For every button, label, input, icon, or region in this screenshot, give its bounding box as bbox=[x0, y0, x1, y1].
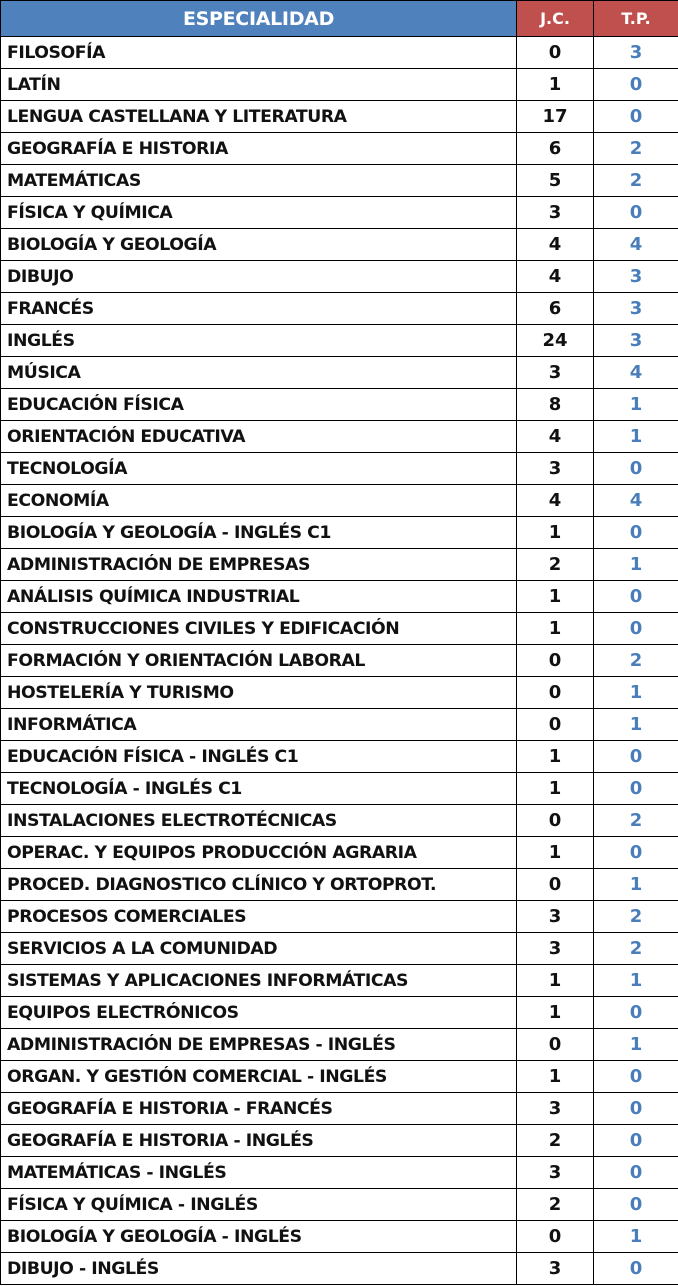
jc-value: 0 bbox=[517, 1029, 594, 1061]
table-row bbox=[1, 293, 678, 325]
table-row bbox=[1, 613, 678, 645]
tp-value: 2 bbox=[594, 805, 678, 837]
jc-value: 1 bbox=[517, 69, 594, 101]
table-row bbox=[1, 933, 678, 965]
tp-value: 0 bbox=[594, 1189, 678, 1221]
table-row bbox=[1, 1061, 678, 1093]
jc-value: 4 bbox=[517, 421, 594, 453]
specialty-name: MATEMÁTICAS bbox=[1, 165, 517, 197]
specialty-name: EDUCACIÓN FÍSICA bbox=[1, 389, 517, 421]
table-row bbox=[1, 677, 678, 709]
tp-value: 0 bbox=[594, 69, 678, 101]
specialty-name: LATÍN bbox=[1, 69, 517, 101]
jc-value: 3 bbox=[517, 453, 594, 485]
specialty-name: TECNOLOGÍA - INGLÉS C1 bbox=[1, 773, 517, 805]
tp-value: 0 bbox=[594, 517, 678, 549]
jc-value: 2 bbox=[517, 549, 594, 581]
table-row bbox=[1, 1093, 678, 1125]
table-row bbox=[1, 1157, 678, 1189]
tp-value: 0 bbox=[594, 197, 678, 229]
jc-value: 1 bbox=[517, 581, 594, 613]
tp-value: 3 bbox=[594, 37, 678, 69]
tp-value: 3 bbox=[594, 293, 678, 325]
specialty-name: BIOLOGÍA Y GEOLOGÍA bbox=[1, 229, 517, 261]
tp-value: 0 bbox=[594, 1157, 678, 1189]
tp-value: 3 bbox=[594, 261, 678, 293]
jc-value: 17 bbox=[517, 101, 594, 133]
table-row bbox=[1, 805, 678, 837]
tp-value: 4 bbox=[594, 229, 678, 261]
specialty-name: ADMINISTRACIÓN DE EMPRESAS bbox=[1, 549, 517, 581]
tp-value: 1 bbox=[594, 389, 678, 421]
table-row bbox=[1, 997, 678, 1029]
tp-value: 0 bbox=[594, 1093, 678, 1125]
tp-value: 1 bbox=[594, 869, 678, 901]
jc-value: 24 bbox=[517, 325, 594, 357]
jc-value: 2 bbox=[517, 1125, 594, 1157]
specialty-name: FÍSICA Y QUÍMICA bbox=[1, 197, 517, 229]
table-row bbox=[1, 1125, 678, 1157]
header-row bbox=[1, 1, 678, 37]
specialty-name: DIBUJO bbox=[1, 261, 517, 293]
jc-value: 0 bbox=[517, 869, 594, 901]
specialty-name: EQUIPOS ELECTRÓNICOS bbox=[1, 997, 517, 1029]
jc-value: 1 bbox=[517, 613, 594, 645]
jc-value: 0 bbox=[517, 37, 594, 69]
jc-value: 1 bbox=[517, 517, 594, 549]
tp-value: 0 bbox=[594, 1253, 678, 1285]
tp-value: 4 bbox=[594, 485, 678, 517]
specialty-name: GEOGRAFÍA E HISTORIA - FRANCÉS bbox=[1, 1093, 517, 1125]
tp-value: 0 bbox=[594, 997, 678, 1029]
table-row bbox=[1, 485, 678, 517]
tp-value: 0 bbox=[594, 1125, 678, 1157]
tp-value: 0 bbox=[594, 1061, 678, 1093]
tp-value: 1 bbox=[594, 1029, 678, 1061]
tp-value: 0 bbox=[594, 101, 678, 133]
specialty-name: MÚSICA bbox=[1, 357, 517, 389]
specialty-name: FRANCÉS bbox=[1, 293, 517, 325]
specialty-name: INSTALACIONES ELECTROTÉCNICAS bbox=[1, 805, 517, 837]
jc-value: 1 bbox=[517, 741, 594, 773]
jc-value: 4 bbox=[517, 261, 594, 293]
tp-value: 1 bbox=[594, 709, 678, 741]
tp-value: 0 bbox=[594, 741, 678, 773]
jc-value: 3 bbox=[517, 901, 594, 933]
jc-value: 4 bbox=[517, 229, 594, 261]
table-row bbox=[1, 1189, 678, 1221]
specialty-name: FILOSOFÍA bbox=[1, 37, 517, 69]
table-row bbox=[1, 581, 678, 613]
jc-value: 3 bbox=[517, 1253, 594, 1285]
table-row bbox=[1, 37, 678, 69]
specialty-name: ADMINISTRACIÓN DE EMPRESAS - INGLÉS bbox=[1, 1029, 517, 1061]
tp-value: 2 bbox=[594, 645, 678, 677]
jc-value: 1 bbox=[517, 837, 594, 869]
table-row bbox=[1, 165, 678, 197]
header-jc: J.C. bbox=[517, 1, 594, 37]
tp-value: 3 bbox=[594, 325, 678, 357]
table-row bbox=[1, 773, 678, 805]
tp-value: 1 bbox=[594, 549, 678, 581]
specialty-name: INFORMÁTICA bbox=[1, 709, 517, 741]
table-row bbox=[1, 1253, 678, 1285]
tp-value: 4 bbox=[594, 357, 678, 389]
table-row bbox=[1, 1221, 678, 1253]
tp-value: 2 bbox=[594, 901, 678, 933]
table-row bbox=[1, 421, 678, 453]
specialty-name: TECNOLOGÍA bbox=[1, 453, 517, 485]
tp-value: 2 bbox=[594, 133, 678, 165]
tp-value: 0 bbox=[594, 773, 678, 805]
table-row bbox=[1, 229, 678, 261]
table-row bbox=[1, 389, 678, 421]
jc-value: 2 bbox=[517, 1189, 594, 1221]
jc-value: 3 bbox=[517, 1157, 594, 1189]
jc-value: 1 bbox=[517, 965, 594, 997]
specialty-name: INGLÉS bbox=[1, 325, 517, 357]
tp-value: 1 bbox=[594, 1221, 678, 1253]
specialty-name: ECONOMÍA bbox=[1, 485, 517, 517]
specialty-name: BIOLOGÍA Y GEOLOGÍA - INGLÉS C1 bbox=[1, 517, 517, 549]
specialty-name: GEOGRAFÍA E HISTORIA - INGLÉS bbox=[1, 1125, 517, 1157]
table-row bbox=[1, 709, 678, 741]
tp-value: 1 bbox=[594, 677, 678, 709]
jc-value: 8 bbox=[517, 389, 594, 421]
specialty-name: PROCESOS COMERCIALES bbox=[1, 901, 517, 933]
jc-value: 0 bbox=[517, 645, 594, 677]
table-row bbox=[1, 965, 678, 997]
table-row bbox=[1, 901, 678, 933]
table-row bbox=[1, 549, 678, 581]
specialty-name: ANÁLISIS QUÍMICA INDUSTRIAL bbox=[1, 581, 517, 613]
jc-value: 3 bbox=[517, 197, 594, 229]
specialty-name: OPERAC. Y EQUIPOS PRODUCCIÓN AGRARIA bbox=[1, 837, 517, 869]
tp-value: 1 bbox=[594, 421, 678, 453]
table-row bbox=[1, 101, 678, 133]
specialty-name: GEOGRAFÍA E HISTORIA bbox=[1, 133, 517, 165]
tp-value: 2 bbox=[594, 165, 678, 197]
specialty-name: FORMACIÓN Y ORIENTACIÓN LABORAL bbox=[1, 645, 517, 677]
tp-value: 1 bbox=[594, 965, 678, 997]
jc-value: 0 bbox=[517, 1221, 594, 1253]
jc-value: 0 bbox=[517, 805, 594, 837]
jc-value: 4 bbox=[517, 485, 594, 517]
specialty-name: ORGAN. Y GESTIÓN COMERCIAL - INGLÉS bbox=[1, 1061, 517, 1093]
table-row bbox=[1, 453, 678, 485]
jc-value: 3 bbox=[517, 933, 594, 965]
specialty-name: MATEMÁTICAS - INGLÉS bbox=[1, 1157, 517, 1189]
table-row bbox=[1, 133, 678, 165]
table-row bbox=[1, 517, 678, 549]
tp-value: 0 bbox=[594, 613, 678, 645]
tp-value: 0 bbox=[594, 581, 678, 613]
jc-value: 6 bbox=[517, 133, 594, 165]
specialty-name: ORIENTACIÓN EDUCATIVA bbox=[1, 421, 517, 453]
table-row bbox=[1, 261, 678, 293]
jc-value: 1 bbox=[517, 1061, 594, 1093]
table-row bbox=[1, 837, 678, 869]
table-row bbox=[1, 1029, 678, 1061]
specialty-name: SISTEMAS Y APLICACIONES INFORMÁTICAS bbox=[1, 965, 517, 997]
jc-value: 3 bbox=[517, 357, 594, 389]
header-especialidad: ESPECIALIDAD bbox=[1, 1, 517, 37]
specialty-name: DIBUJO - INGLÉS bbox=[1, 1253, 517, 1285]
table-row bbox=[1, 325, 678, 357]
tp-value: 2 bbox=[594, 933, 678, 965]
jc-value: 0 bbox=[517, 677, 594, 709]
table-row bbox=[1, 69, 678, 101]
specialty-name: CONSTRUCCIONES CIVILES Y EDIFICACIÓN bbox=[1, 613, 517, 645]
jc-value: 0 bbox=[517, 709, 594, 741]
table-row bbox=[1, 869, 678, 901]
specialty-name: BIOLOGÍA Y GEOLOGÍA - INGLÉS bbox=[1, 1221, 517, 1253]
table-row bbox=[1, 357, 678, 389]
specialty-name: LENGUA CASTELLANA Y LITERATURA bbox=[1, 101, 517, 133]
jc-value: 5 bbox=[517, 165, 594, 197]
specialty-name: SERVICIOS A LA COMUNIDAD bbox=[1, 933, 517, 965]
tp-value: 0 bbox=[594, 837, 678, 869]
specialty-name: EDUCACIÓN FÍSICA - INGLÉS C1 bbox=[1, 741, 517, 773]
header-tp: T.P. bbox=[594, 1, 678, 37]
jc-value: 3 bbox=[517, 1093, 594, 1125]
jc-value: 6 bbox=[517, 293, 594, 325]
specialty-name: HOSTELERÍA Y TURISMO bbox=[1, 677, 517, 709]
jc-value: 1 bbox=[517, 773, 594, 805]
table-row bbox=[1, 197, 678, 229]
jc-value: 1 bbox=[517, 997, 594, 1029]
specialty-name: FÍSICA Y QUÍMICA - INGLÉS bbox=[1, 1189, 517, 1221]
table-row bbox=[1, 645, 678, 677]
tp-value: 0 bbox=[594, 453, 678, 485]
specialty-name: PROCED. DIAGNOSTICO CLÍNICO Y ORTOPROT. bbox=[1, 869, 517, 901]
table-row bbox=[1, 741, 678, 773]
